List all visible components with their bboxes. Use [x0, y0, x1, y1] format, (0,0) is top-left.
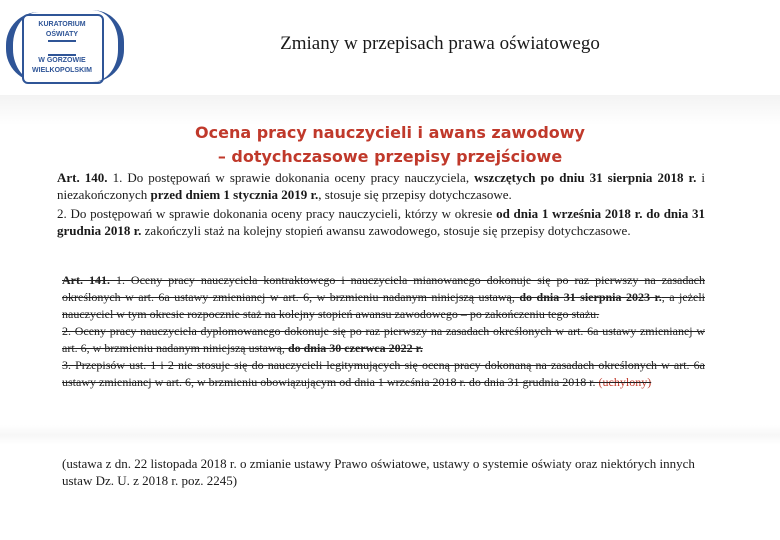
- logo-text-line1: KURATORIUM: [38, 21, 86, 28]
- kuratorium-logo: [6, 8, 124, 86]
- repealed-marker: (uchylony): [598, 375, 652, 389]
- legal-citation: (ustawa z dn. 22 listopada 2018 r. o zmianie ustawy Prawo oświatowe, ustawy o systemie oświaty oraz niektórych innych ustaw Dz. U. z 2018 r. poz. 2245): [62, 456, 695, 488]
- art140-p1-date-b: przed dniem 1 stycznia 2019 r.: [150, 187, 319, 202]
- art141-p1-date: do dnia 31 sierpnia 2023 r.: [519, 290, 662, 304]
- section-title-line1: Ocena pracy nauczycieli i awans zawodowy: [195, 123, 585, 142]
- art140-paragraph1: [57, 169, 705, 203]
- art140-p1-text-a: 1. Do postępowań w sprawie dokonania oceny pracy nauczyciela,: [107, 170, 475, 185]
- art141-paragraph3: [62, 357, 705, 391]
- art141-p3-text: 3. Przepisów ust. 1 i 2 nie stosuje się do nauczycieli legitymujących się oceną pracy dokonaną na zasadach określonych w art. 6a ustawy zmienianej w art. 6, w brzmieniu obowiązującym od dnia 1 września 2018 r. do dnia 31 grudnia 2018 r.: [62, 358, 705, 389]
- divider-band: [0, 425, 780, 445]
- art141-label: Art. 141.: [62, 273, 110, 287]
- art140-paragraph2: [57, 205, 705, 239]
- art140-label: Art. 140.: [57, 170, 108, 185]
- logo-text-line3: W GORZOWIE: [38, 57, 86, 64]
- art141-paragraph1: [62, 272, 705, 323]
- art141-repealed-block: [62, 272, 705, 391]
- section-title-line2: – dotychczasowe przepisy przejściowe: [217, 147, 563, 166]
- art140-p1-text-b: i niezakończonych: [57, 170, 705, 202]
- page-title: Zmiany w przepisach prawa oświatowego: [280, 33, 600, 54]
- art140-p2-text-a: 2. Do postępowań w sprawie dokonania oceny pracy nauczycieli, którzy w okresie: [57, 206, 497, 221]
- logo-text-line4: WIELKOPOLSKIM: [32, 67, 92, 74]
- art140-p2-text-b: zakończyli staż na kolejny stopień awansu zawodowego, stosuje się przepisy dotychczasowe.: [141, 223, 631, 238]
- art141-paragraph2: [62, 323, 705, 357]
- art140-p1-text-c: , stosuje się przepisy dotychczasowe.: [318, 187, 512, 202]
- art141-p2-text: 2. Oceny pracy nauczyciela dyplomowanego dokonuje się po raz pierwszy na zasadach określonych w art. 6a ustawy zmienianej w art. 6, w brzmieniu nadanym niniejszą ustawą,: [62, 324, 705, 355]
- logo-text-line2: OŚWIATY: [45, 31, 79, 38]
- art141-p1-text-b: , a jeżeli nauczyciel w tym okresie rozpocznie staż na kolejny stopień awansu zawodowego – po zakończeniu tego stażu.: [62, 290, 705, 321]
- art140-p1-date-a: wszczętych po dniu 31 sierpnia 2018 r.: [474, 170, 697, 185]
- book-icon: [48, 40, 76, 56]
- art141-p2-date: do dnia 30 czerwca 2022 r.: [287, 341, 423, 355]
- art140-p2-date: od dnia 1 września 2018 r. do dnia 31 grudnia 2018 r.: [57, 206, 705, 238]
- section-title: [100, 121, 680, 169]
- art141-p1-text-a: 1. Oceny pracy nauczyciela kontraktowego i nauczyciela mianowanego dokonuje się po raz pierwszy na zasadach określonych w art. 6a ustawy zmienianej w art. 6, w brzmieniu nadanym niniejszą ustawą,: [62, 273, 705, 304]
